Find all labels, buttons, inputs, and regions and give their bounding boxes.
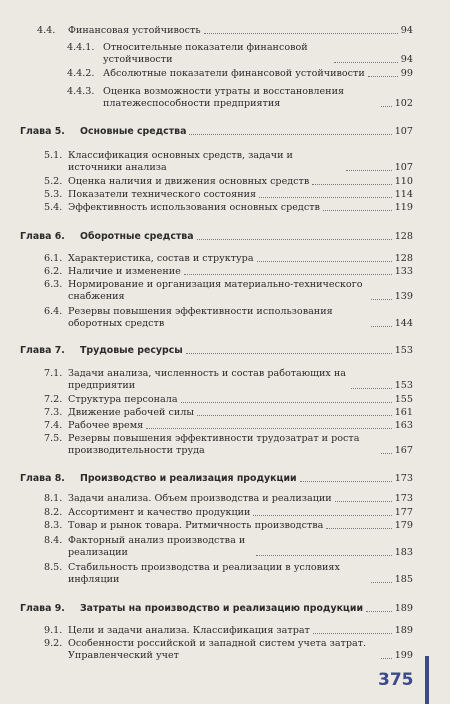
section-number: 5.1. [44, 150, 63, 161]
dot-leader [300, 481, 392, 482]
toc-page-ref: 133 [394, 266, 413, 277]
toc-page-ref: 189 [394, 625, 413, 636]
dot-leader [197, 415, 392, 416]
toc-entry-text: Задачи анализа, численность и состав работающих на предприятии [68, 368, 347, 391]
toc-page-ref: 177 [394, 507, 413, 518]
dot-leader [381, 453, 392, 454]
toc-page-ref: 99 [400, 68, 413, 79]
section-number: 8.1. [44, 493, 63, 504]
toc-entry[interactable] [68, 535, 413, 559]
toc-entry[interactable] [68, 407, 413, 419]
toc-entry-text: Оценка наличия и движения основных средств [68, 176, 310, 187]
section-number: 7.3. [44, 407, 63, 418]
section-number: 4.4. [37, 25, 56, 36]
dot-leader [184, 274, 392, 275]
section-number: 8.3. [44, 520, 63, 531]
chapter-entry[interactable] [80, 603, 413, 615]
toc-page-ref: 139 [394, 291, 413, 302]
chapter-title: Оборотные средства [80, 231, 194, 242]
toc-entry[interactable] [68, 520, 413, 532]
toc-page-ref: 107 [394, 162, 413, 173]
section-number: 4.4.1. [67, 42, 95, 53]
section-number: 6.2. [44, 266, 63, 277]
toc-entry[interactable] [68, 507, 413, 519]
section-number: 7.1. [44, 368, 63, 379]
chapter-entry[interactable] [80, 473, 413, 485]
dot-leader [326, 528, 391, 529]
chapter-page-ref: 189 [394, 603, 413, 614]
dot-leader [346, 170, 392, 171]
dot-leader [335, 501, 392, 502]
toc-entry-text: Характеристика, состав и структура [68, 253, 254, 264]
toc-entry-text: Классификация основных средств, задачи и источники анализа [68, 150, 293, 173]
toc-page-ref: 179 [394, 520, 413, 531]
toc-page-ref: 161 [394, 407, 413, 418]
toc-page-ref: 94 [400, 54, 413, 65]
dot-leader [256, 555, 392, 556]
dot-leader [368, 76, 398, 77]
dot-leader [334, 62, 398, 63]
toc-entry-text: Резервы повышения эффективности трудозатрат и роста производительности труда [68, 433, 360, 456]
chapter-title: Основные средства [80, 126, 187, 137]
toc-entry[interactable] [68, 253, 413, 265]
dot-leader [204, 33, 398, 34]
toc-entry-text: Структура персонала [68, 394, 178, 405]
section-number: 7.2. [44, 394, 63, 405]
toc-entry-text: Наличие и изменение [68, 266, 181, 277]
dot-leader [366, 611, 392, 612]
chapter-label: Глава 8. [20, 473, 65, 484]
dot-leader [253, 515, 391, 516]
dot-leader [351, 388, 392, 389]
toc-entry-text: Показатели технического состояния [68, 189, 257, 200]
chapter-title: Производство и реализация продукции [80, 473, 297, 484]
section-number: 4.4.3. [67, 86, 95, 97]
dot-leader [146, 428, 391, 429]
toc-entry-text: Задачи анализа. Объем производства и реализации [68, 493, 332, 504]
toc-entry[interactable] [68, 150, 413, 174]
chapter-page-ref: 107 [394, 126, 413, 137]
section-number: 7.4. [44, 420, 63, 431]
chapter-label: Глава 5. [20, 126, 65, 137]
chapter-label: Глава 7. [20, 345, 65, 356]
toc-entry[interactable] [68, 625, 413, 637]
section-number: 5.4. [44, 202, 63, 213]
toc-entry[interactable] [68, 368, 413, 392]
toc-entry-text: Движение рабочей силы [68, 407, 194, 418]
toc-page-ref: 144 [394, 318, 413, 329]
toc-page-ref: 102 [394, 98, 413, 109]
dot-leader [189, 134, 391, 135]
dot-leader [371, 326, 392, 327]
toc-entry[interactable] [68, 176, 413, 188]
section-number: 8.5. [44, 562, 63, 573]
toc-page-ref: 163 [394, 420, 413, 431]
section-number: 5.3. [44, 189, 63, 200]
toc-entry[interactable] [68, 25, 413, 37]
toc-entry-text: Абсолютные показатели финансовой устойчивости [103, 68, 365, 79]
dot-leader [381, 658, 392, 659]
toc-entry[interactable] [103, 68, 413, 80]
toc-entry[interactable] [103, 86, 413, 110]
dot-leader [371, 299, 392, 300]
toc-entry-text: Резервы повышения эффективности использования оборотных средств [68, 306, 333, 329]
section-number: 4.4.2. [67, 68, 95, 79]
toc-entry-text: Эффективность использования основных средств [68, 202, 320, 213]
toc-entry-text: Относительные показатели финансовой устойчивости [103, 42, 308, 65]
toc-entry-text: Цели и задачи анализа. Классификация затрат [68, 625, 310, 636]
section-number: 5.2. [44, 176, 63, 187]
chapter-page-ref: 128 [394, 231, 413, 242]
toc-entry-text: Особенности российской и западной систем учета затрат. Управленческий учет [68, 638, 367, 661]
toc-entry[interactable] [68, 202, 413, 214]
dot-leader [312, 184, 391, 185]
toc-page-ref: 185 [394, 574, 413, 585]
toc-entry[interactable] [68, 493, 413, 505]
chapter-page-ref: 173 [394, 473, 413, 484]
dot-leader [257, 261, 392, 262]
section-number: 9.2. [44, 638, 63, 649]
chapter-page-ref: 153 [394, 345, 413, 356]
chapter-title: Затраты на производство и реализацию продукции [80, 603, 364, 614]
toc-page-ref: 153 [394, 380, 413, 391]
toc-entry[interactable] [68, 420, 413, 432]
toc-entry-text: Финансовая устойчивость [68, 25, 201, 36]
toc-entry-text: Ассортимент и качество продукции [68, 507, 251, 518]
toc-page-ref: 110 [394, 176, 413, 187]
section-number: 8.4. [44, 535, 63, 546]
page-number: 375 [378, 670, 414, 690]
chapter-entry[interactable] [80, 231, 413, 243]
toc-entry-text: Факторный анализ производства и реализации [68, 535, 246, 558]
toc-page-ref: 173 [394, 493, 413, 504]
section-number: 6.4. [44, 306, 63, 317]
toc-page-ref: 119 [394, 202, 413, 213]
dot-leader [323, 210, 392, 211]
dot-leader [259, 197, 392, 198]
chapter-title: Трудовые ресурсы [80, 345, 183, 356]
toc-entry[interactable] [68, 189, 413, 201]
toc-entry-text: Оценка возможности утраты и восстановления платежеспособности предприятия [103, 86, 345, 109]
toc-entry-text: Товар и рынок товара. Ритмичность производства [68, 520, 324, 531]
dot-leader [186, 353, 392, 354]
section-number: 7.5. [44, 433, 63, 444]
dot-leader [197, 239, 392, 240]
section-number: 9.1. [44, 625, 63, 636]
toc-entry[interactable] [68, 394, 413, 406]
section-number: 6.3. [44, 279, 63, 290]
chapter-entry[interactable] [80, 345, 413, 357]
toc-page-ref: 155 [394, 394, 413, 405]
toc-entry[interactable] [68, 433, 413, 457]
section-number: 8.2. [44, 507, 63, 518]
toc-entry[interactable] [68, 638, 413, 662]
chapter-label: Глава 9. [20, 603, 65, 614]
toc-entry[interactable] [103, 42, 413, 66]
dot-leader [313, 633, 392, 634]
chapter-label: Глава 6. [20, 231, 65, 242]
chapter-entry[interactable] [80, 126, 413, 138]
section-number: 6.1. [44, 253, 63, 264]
toc-entry-text: Стабильность производства и реализации в условиях инфляции [68, 562, 340, 585]
toc-entry[interactable] [68, 562, 413, 586]
toc-entry[interactable] [68, 306, 413, 330]
dot-leader [371, 582, 392, 583]
toc-page-ref: 114 [394, 189, 413, 200]
toc-entry[interactable] [68, 279, 413, 303]
page-edge-bar [425, 656, 429, 704]
toc-page-ref: 128 [394, 253, 413, 264]
toc-page-ref: 94 [400, 25, 413, 36]
dot-leader [181, 402, 392, 403]
toc-page-ref: 199 [394, 650, 413, 661]
dot-leader [381, 106, 392, 107]
toc-entry[interactable] [68, 266, 413, 278]
toc-page-ref: 167 [394, 445, 413, 456]
toc-entry-text: Рабочее время [68, 420, 144, 431]
toc-page-ref: 183 [394, 547, 413, 558]
toc-entry-text: Нормирование и организация материально-технического снабжения [68, 279, 363, 302]
